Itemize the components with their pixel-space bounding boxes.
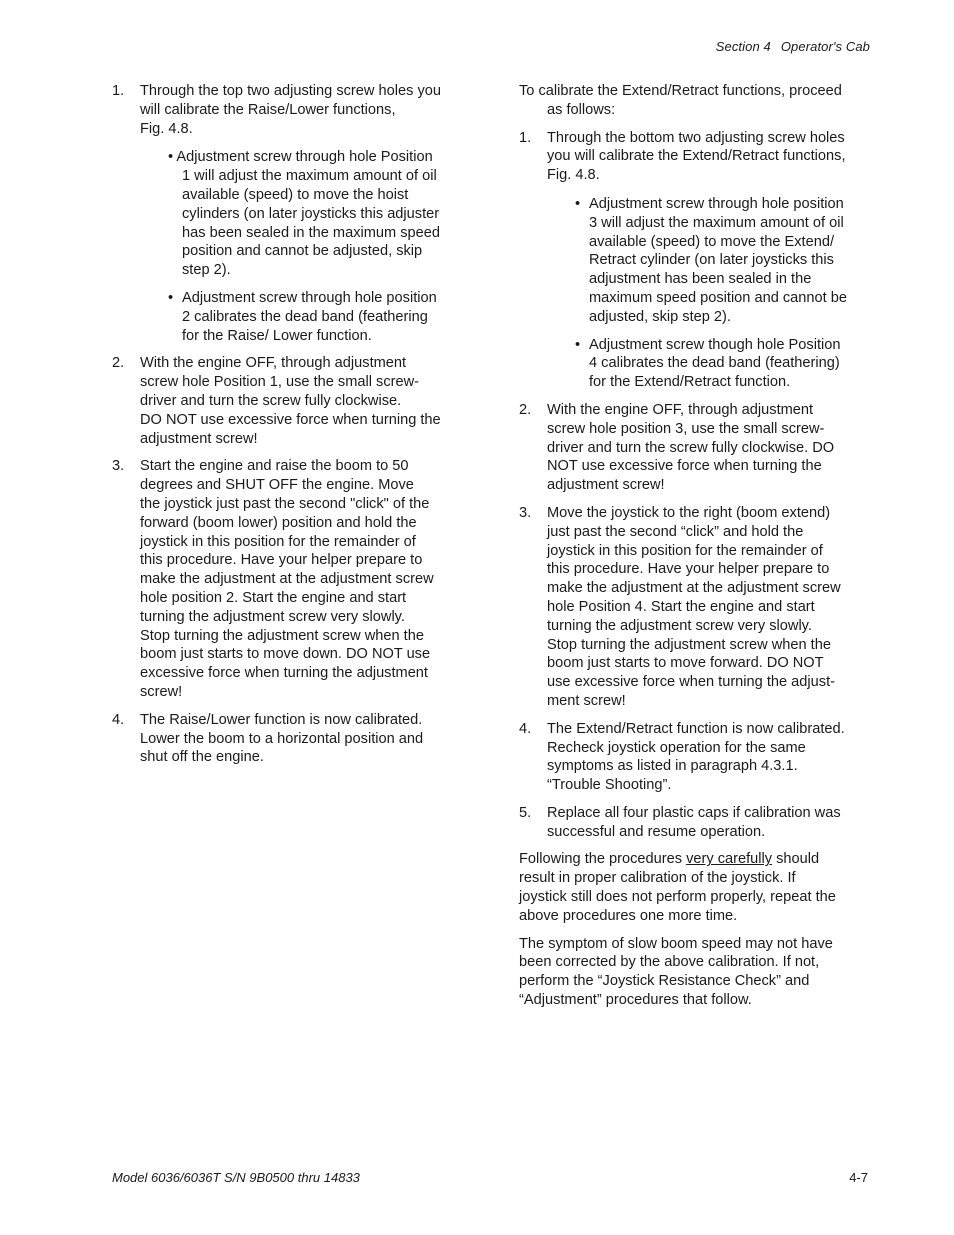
symptom-paragraph: The symptom of slow boom speed may not have been corrected by the above calibration. If not, perform the “Joystick Resistance Check” and “Adjustment” procedures that follow. [519,935,833,1009]
section-label: Section 4 [715,39,771,54]
left-step-2: 2. With the engine OFF, through adjustment screw hole Position 1, use the small screw- driver and turn the screw fully clockwise. DO NOT use excessive force when turning the adjustment screw! [112,355,441,447]
section-title: Operator's Cab [780,39,870,54]
left-step-1: 1. Through the top two adjusting screw holes you will calibrate the Raise/Lower functions, Fig. 4.8. • Adjustment screw through hole Position 1 will adjust the maximum amount of oil available (speed) to move the hoist cylinders (on later joysticks this adjuster has been sealed in the maximum speed position and cannot be adjusted, skip step 2). • Adjustment screw through hole position 2 calibrates the dead band (feathering for the Raise/ Lower function. [112,82,466,345]
bullet-dot: • [168,289,174,306]
page-header [716,38,870,57]
right-step-1: 1. Through the bottom two adjusting screw holes you will calibrate the Extend/Retract functions, Fig. 4.8. • Adjustment screw through hole position 3 will adjust the maximum amount of oil available (speed) to move the Extend/ Retract cylinder (on later joysticks this adjustment has been sealed in the maximum speed position and cannot be adjusted, skip step 2). • Adjustment screw though hole Position 4 calibrates the dead band (feathering) for the Extend/Retract function. [519,129,871,392]
left-column [112,82,466,776]
right-step-4: 4. The Extend/Retract function is now calibrated. Recheck joystick operation for the same symptoms as listed in paragraph 4.3.1. “Trouble Shooting”. [519,720,845,794]
bullet-dot: • [168,149,174,166]
page-number: 4-7 [849,1170,868,1185]
emphasis-underline: very carefully [686,851,773,868]
left-step-4: 4. The Raise/Lower function is now calibrated. Lower the boom to a horizontal position and shut off the engine. [112,711,424,766]
right-intro: To calibrate the Extend/Retract functions, proceed as follows: [519,83,842,118]
bullet-item: • Adjustment screw though hole Position 4 calibrates the dead band (feathering) for the Extend/Retract function. [575,336,841,391]
right-step-5: 5. Replace all four plastic caps if calibration was successful and resume operation. [519,804,841,840]
bullet-item: • Adjustment screw through hole Position 1 will adjust the maximum amount of oil available (speed) to move the hoist cylinders (on later joysticks this adjuster has been sealed in the maximum speed position and cannot be adjusted, skip step 2). [168,149,440,279]
right-step-1-bullets [547,195,871,392]
right-column [519,82,871,1019]
right-step-2: 2. With the engine OFF, through adjustment screw hole position 3, use the small screw- driver and turn the screw fully clockwise. DO NOT use excessive force when turning the adjustment screw! [519,401,835,494]
right-step-3: 3. Move the joystick to the right (boom extend) just past the second “click” and hold the joystick in this position for the remainder of this procedure. Have your helper prepare to make the adjustment at the adjustment screw hole Position 4. Start the engine and start turning the adjustment screw very slowly. Stop turning the adjustment screw when the boom just starts to move forward. DO NOT use excessive force when turning the adjust- ment screw! [519,504,841,709]
footer-model: Model 6036/6036T S/N 9B0500 thru 14833 [112,1170,360,1185]
bullet-dot: • [575,195,581,212]
bullet-item: • Adjustment screw through hole position 2 calibrates the dead band (feathering for the Raise/ Lower function. [168,289,437,344]
left-step-1-bullets [140,148,466,345]
following-paragraph: Following the procedures very carefully should result in proper calibration of the joystick. If joystick still does not perform properly, repeat the above procedures one more time. [519,851,836,924]
bullet-dot: • [575,336,581,353]
left-step-3: 3. Start the engine and raise the boom to 50 degrees and SHUT OFF the engine. Move the joystick just past the second "click" of the forward (boom lower) position and hold the joystick in this position for the remainder of this procedure. Have your helper prepare to make the adjustment at the adjustment screw hole position 2. Start the engine and start turning the adjustment screw very slowly. Stop turning the adjustment screw when the boom just starts to move down. DO NOT use excessive force when turning the adjustment screw! [112,458,434,700]
bullet-item: • Adjustment screw through hole position 3 will adjust the maximum amount of oil available (speed) to move the Extend/ Retract cylinder (on later joysticks this adjustment has been sealed in the maximum speed position and cannot be adjusted, skip step 2). [575,195,847,325]
